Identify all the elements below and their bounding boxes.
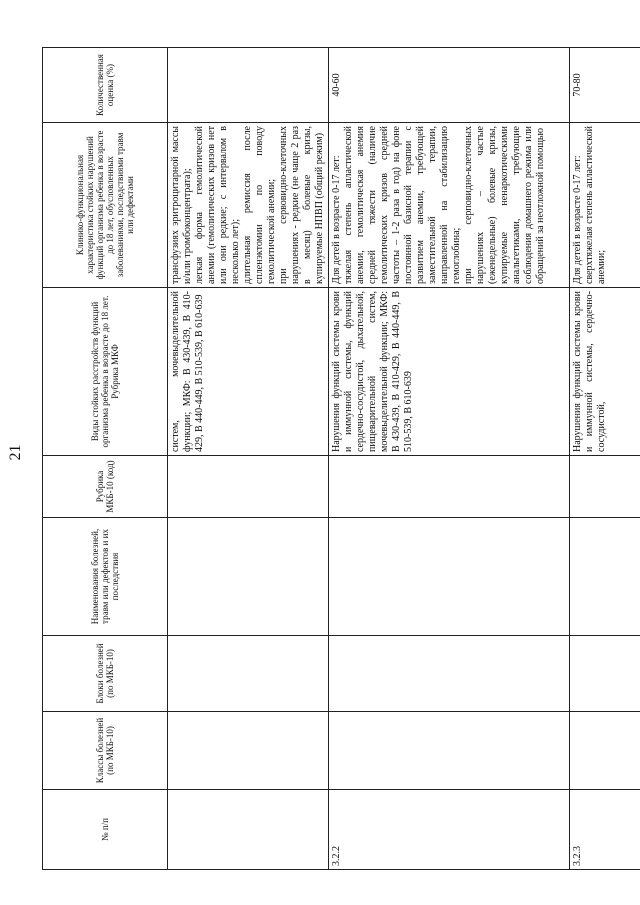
header-blocks: Блоки болезней (по МКБ-10) [43,636,168,712]
row-classes [329,712,570,790]
clinical-line: при серповидно-клеточных нарушениях – частые (еженедельные) болевые кризы, купируемые ненаркотическими анальгетиками, требующие соблюдения домашнего режима или обращений за неотложной помощью [463,126,546,284]
clinical-line: трансфузиях эритроцитарной массы и/или тромбоконцентрата); [170,126,193,284]
row-blocks [329,636,570,712]
header-names: Наименования болезней, травм или дефектов и их последствия [43,518,168,636]
page-number: 21 [7,444,24,461]
row-types: Нарушения функций системы крови и иммунной системы, сердечно-сосудистой, [570,288,640,456]
row-rubric [168,456,329,518]
row-num: 3.2.2 [329,790,570,870]
row-quant: 70-80 [570,48,640,123]
row-num [168,790,329,870]
row-names [168,518,329,636]
header-rubric: Рубрика МКБ-10 (код) [43,456,168,518]
row-rubric [329,456,570,518]
table-row [168,48,329,870]
header-row [43,48,168,870]
clinical-line: длительная ремиссия после спленэктомии по поводу гемолитической анемии; [242,126,277,284]
row-clinical [570,123,640,288]
row-rubric [570,456,640,518]
row-num: 3.2.3 [570,790,640,870]
row-quant: 40-60 [329,48,570,123]
header-num: № п/п [43,790,168,870]
row-classes [168,712,329,790]
row-names [570,518,640,636]
row-names [329,518,570,636]
table-row [329,48,570,870]
row-blocks [168,636,329,712]
clinical-line: легкая форма гемолитической анемии (гемолитических кризов нет или они редкие; с интервалом в несколько лет); [194,126,241,284]
clinical-line: Для детей в возрасте 0-17 лет: [572,155,583,284]
row-types: систем, мочевыделительной функции; МКФ: В 430-439, В 410-429, В 440-449, В 510-539, В 610-639 [168,288,329,456]
clinical-line: Для детей в возрасте 0-17 лет: [331,155,342,284]
header-classes: Классы болезней (по МКБ-10) [43,712,168,790]
clinical-line: тяжелая степень апластической анемии, гемолитическая анемия средней тяжести (наличие гемолитических кризов средней частоты – 1-2 раза в год) на фоне постоянной базисной терапии с развитием анемии, требующей заместительной терапии, направленной на стабилизацию гемоглобина; [343,126,462,284]
row-classes [570,712,640,790]
classification-table [42,47,640,870]
row-clinical [329,123,570,288]
row-clinical [168,123,329,288]
table-row [570,48,640,870]
clinical-line: сверхтяжелая степень апластической анемии; [584,126,607,284]
clinical-line: при сервовидно-клеточных нарушениях - редкие (не чаще 2 раз в месяц) болевые кризы, купируемые НПВП (общий режим) [278,126,325,284]
row-quant [168,48,329,123]
header-quant: Количественная оценка (%) [43,48,168,123]
header-clinical: Клинико-функциональная характеристика стойких нарушений функций организма ребенка в возрасте до 18 лет, обусловленных заболеваниями, последствиями травм или дефектами [43,123,168,288]
row-blocks [570,636,640,712]
row-types: Нарушения функций системы крови и иммунной системы, функций сердечно-сосудистой, дыхательной, пищеварительной систем, мочевыделительной функции; МКФ: В 430-439, В 410-429, В 440-449, В 510-539, В 610-639 [329,288,570,456]
header-types: Виды стойких расстройств функций организма ребенка в возрасте до 18 лет. Рубрика МКФ [43,288,168,456]
